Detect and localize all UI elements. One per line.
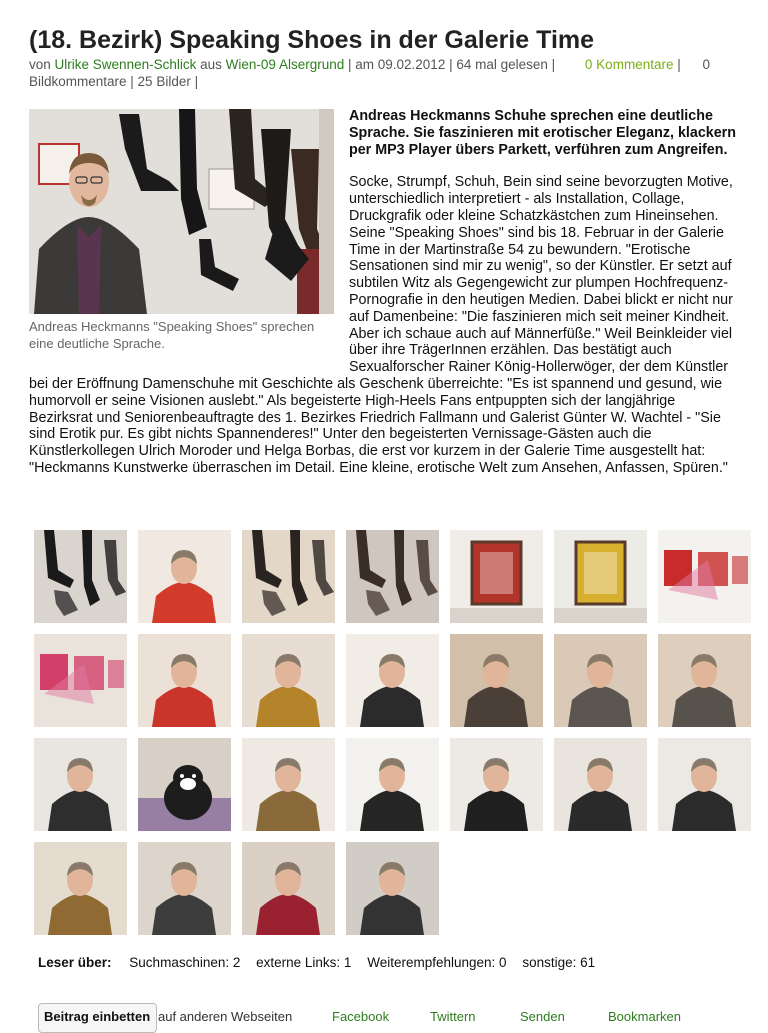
- embed-button[interactable]: Beitrag einbetten: [38, 1003, 157, 1033]
- gallery-thumbnail-image: [554, 634, 647, 727]
- gallery-thumbnail[interactable]: [554, 738, 647, 831]
- article-lead: Andreas Heckmanns Schuhe sprechen eine deutliche Sprache. Sie faszinieren mit erotischer Eleganz, klackern per MP3 Player übers Parkett, verführen zum Angreifen.: [349, 108, 736, 158]
- gallery-thumbnail-image: [34, 530, 127, 623]
- meta-by: von: [29, 57, 51, 72]
- gallery-thumbnail-image: [34, 738, 127, 831]
- gallery-thumbnail[interactable]: [242, 738, 335, 831]
- gallery-thumbnail-image: [138, 842, 231, 935]
- facebook-link[interactable]: Facebook: [332, 1009, 390, 1024]
- gallery-thumbnail-image: [138, 530, 231, 623]
- gallery-thumbnail-image: [450, 738, 543, 831]
- gallery-thumbnail[interactable]: [138, 634, 231, 727]
- meta-date: | am 09.02.2012 | 64 mal gelesen |: [348, 57, 556, 72]
- stats-external: externe Links: 1: [256, 955, 352, 970]
- gallery-thumbnail[interactable]: [138, 842, 231, 935]
- gallery-thumbnail-image: [346, 634, 439, 727]
- stats-recommend: Weiterempfehlungen: 0: [367, 955, 507, 970]
- gallery-thumbnail-image: [658, 634, 751, 727]
- gallery-thumbnail-image: [658, 738, 751, 831]
- gallery-thumbnail[interactable]: [450, 738, 543, 831]
- gallery-thumbnail-image: [34, 842, 127, 935]
- gallery-thumbnail-image: [242, 738, 335, 831]
- gallery-thumbnail[interactable]: [34, 738, 127, 831]
- gallery-thumbnail[interactable]: [242, 530, 335, 623]
- gallery-thumbnail[interactable]: [658, 530, 751, 623]
- gallery-thumbnail-image: [346, 530, 439, 623]
- gallery-thumbnail[interactable]: [138, 530, 231, 623]
- author-link[interactable]: Ulrike Swennen-Schlick: [54, 57, 197, 72]
- gallery-thumbnail[interactable]: [450, 530, 543, 623]
- stats-label: Leser über:: [38, 955, 112, 970]
- gallery-thumbnail-image: [450, 634, 543, 727]
- gallery-thumbnail-image: [554, 530, 647, 623]
- comments-link[interactable]: 0 Kommentare: [584, 57, 674, 72]
- gallery-thumbnail-image: [138, 738, 231, 831]
- article-body: [29, 108, 741, 493]
- twitter-link[interactable]: Twittern: [430, 1009, 476, 1024]
- gallery-thumbnail-image: [658, 530, 751, 623]
- stats-other: sonstige: 61: [522, 955, 596, 970]
- send-link[interactable]: Senden: [520, 1009, 565, 1024]
- gallery-thumbnail-image: [34, 634, 127, 727]
- share-bar: [38, 1003, 738, 1033]
- meta-from: aus: [200, 57, 222, 72]
- article-meta: [29, 56, 741, 90]
- photo-comments-count: 0 Bildkommentare | 25 Bilder |: [29, 57, 711, 89]
- gallery-thumbnail[interactable]: [554, 530, 647, 623]
- gallery-thumbnail-image: [450, 530, 543, 623]
- gallery-thumbnail[interactable]: [346, 842, 439, 935]
- gallery-thumbnail[interactable]: [346, 634, 439, 727]
- gallery-thumbnail[interactable]: [658, 634, 751, 727]
- gallery-thumbnail[interactable]: [34, 634, 127, 727]
- embed-text: auf anderen Webseiten: [158, 1009, 293, 1024]
- photo-gallery: [34, 530, 751, 935]
- meta-separator: |: [677, 57, 681, 72]
- gallery-thumbnail-image: [346, 842, 439, 935]
- stats-search: Suchmaschinen: 2: [129, 955, 241, 970]
- gallery-thumbnail-image: [242, 530, 335, 623]
- district-link[interactable]: Wien-09 Alsergrund: [225, 57, 345, 72]
- gallery-thumbnail[interactable]: [34, 530, 127, 623]
- gallery-thumbnail[interactable]: [554, 634, 647, 727]
- bookmark-link[interactable]: Bookmarken: [608, 1009, 681, 1024]
- gallery-thumbnail[interactable]: [34, 842, 127, 935]
- gallery-thumbnail[interactable]: [138, 738, 231, 831]
- gallery-thumbnail[interactable]: [346, 738, 439, 831]
- hero-spacer: [29, 108, 349, 360]
- gallery-thumbnail-image: [242, 634, 335, 727]
- gallery-thumbnail[interactable]: [450, 634, 543, 727]
- article-text: Socke, Strumpf, Schuh, Bein sind seine bevorzugten Motive, unterschiedlich interpretiert - als Installation, Collage, Druckgrafik oder kleine Schatzkästchen zum Hineinsehen. Seine "Speaking Shoes" sind bis 18. Februar in der Galerie Time in der Martinstraße 54 zu bewundern. "Erotische Sensationen sind mir zu wenig", so der Künstler. Er setzt auf subtilen Witz als Gegengewicht zur plumpen Hochfrequenz-Pornografie in den heutigen Medien. Dabei blickt er nicht nur auf Damenbeine: "Die faszinieren mich seit meiner Kindheit. Aber ich schaue auch auf Männerfüße." Weil Beinkleider viel über ihre TrägerInnen erzählen. Das bestätigt auch Sexualforscher Rainer König-Hollerwöger, der dem Künstler bei der Eröffnung Damenschuhe mit Geschichte als Geschenk überreichte: "Es ist spannend und gesund, wie humorvoll er seine Visionen auslebt." Als begeisterte High-Heels Fans entpuppten sich der langjährige Bezirksrat und Seniorenbeauftragte des 1. Bezirkes Friedrich Fallmann und Galerist Günter W. Wachtel - "Sie sind Erotik pur. Es gibt nichts Spannenderes!" Unter den begeisterten Vernissage-Gästen auch die Künstlerkollegen Ulrich Moroder und Helga Borbas, die erst vor kurzem in der Galerie Time ausgestellt hat: "Heckmanns Kunstwerke überraschen im Detail. Eine kleine, erotische Welt zum Ansehen, Anfassen, Spüren.": [29, 174, 733, 476]
- gallery-thumbnail[interactable]: [242, 634, 335, 727]
- reader-stats: [38, 955, 607, 970]
- gallery-thumbnail-image: [242, 842, 335, 935]
- gallery-thumbnail[interactable]: [242, 842, 335, 935]
- gallery-thumbnail-image: [346, 738, 439, 831]
- hero-caption: Andreas Heckmanns "Speaking Shoes" sprechen eine deutliche Sprache.: [29, 319, 315, 351]
- gallery-thumbnail-image: [138, 634, 231, 727]
- gallery-thumbnail-image: [554, 738, 647, 831]
- gallery-thumbnail[interactable]: [658, 738, 751, 831]
- article-title: (18. Bezirk) Speaking Shoes in der Galerie Time: [29, 26, 595, 54]
- gallery-thumbnail[interactable]: [346, 530, 439, 623]
